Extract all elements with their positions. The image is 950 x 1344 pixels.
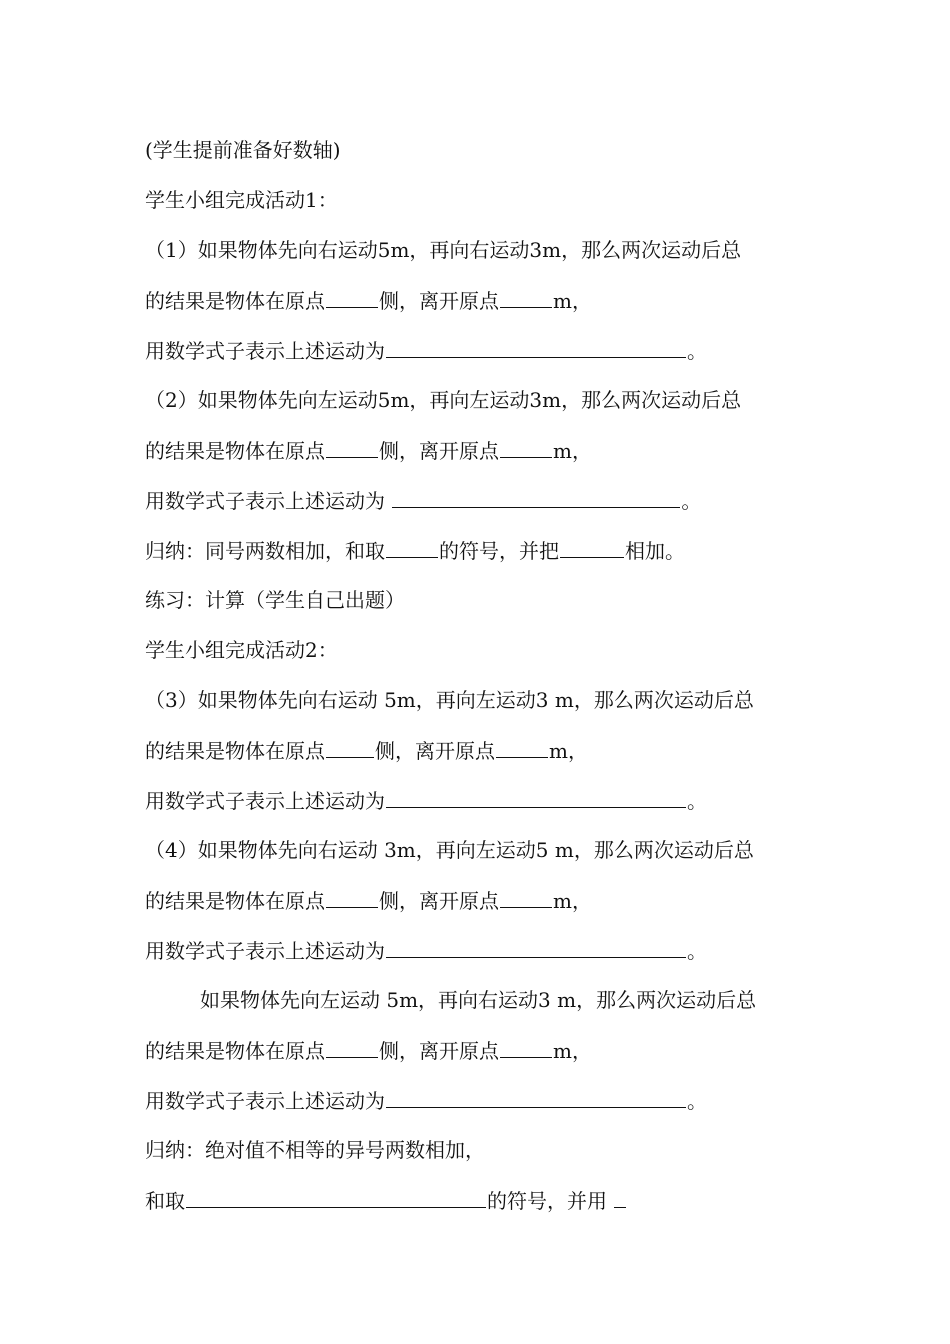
q4-line2 <box>145 887 592 914</box>
q2-period: 。 <box>681 489 702 513</box>
q5-line3 <box>145 1087 707 1114</box>
q1-unit: m， <box>553 289 592 313</box>
activity2-text: 学生小组完成活动2： <box>145 638 338 662</box>
q3-line2 <box>145 737 588 764</box>
q1-expression-blank[interactable] <box>386 337 686 358</box>
q3-side-blank[interactable] <box>326 737 374 758</box>
q4-text: （4）如果物体先向右运动 3m，再向左运动5 m，那么两次运动后总 <box>145 838 754 862</box>
q5-line1 <box>200 987 756 1013</box>
q2-text: （2）如果物体先向左运动5m，再向左运动3m，那么两次运动后总 <box>145 388 742 412</box>
q5-expression-blank[interactable] <box>386 1087 686 1108</box>
practice-line <box>145 587 405 613</box>
q3-pre: 的结果是物体在原点 <box>145 739 325 763</box>
summary2-line2 <box>145 1187 627 1214</box>
q4-expr-label: 用数学式子表示上述运动为 <box>145 939 385 963</box>
activity1-text: 学生小组完成活动1： <box>145 188 338 212</box>
q3-expression-blank[interactable] <box>386 787 686 808</box>
q2-side-blank[interactable] <box>326 437 378 458</box>
q4-unit: m， <box>553 889 592 913</box>
q4-expression-blank[interactable] <box>386 937 686 958</box>
q4-pre: 的结果是物体在原点 <box>145 889 325 913</box>
summary1-end: 相加。 <box>625 539 685 563</box>
summary1-sign-blank[interactable] <box>386 537 438 558</box>
summary1-add-blank[interactable] <box>560 537 624 558</box>
q5-text: 如果物体先向左运动 5m，再向右运动3 m，那么两次运动后总 <box>200 988 757 1012</box>
q2-line3 <box>145 487 701 514</box>
q1-line3 <box>145 337 707 364</box>
q2-line1 <box>145 387 741 413</box>
summary2-line <box>145 1137 485 1163</box>
summary1-line <box>145 537 685 564</box>
q1-expr-label: 用数学式子表示上述运动为 <box>145 339 385 363</box>
summary1-mid: 的符号，并把 <box>439 539 559 563</box>
q2-pre: 的结果是物体在原点 <box>145 439 325 463</box>
q3-mid: 侧，离开原点 <box>375 739 495 763</box>
q5-line2 <box>145 1037 592 1064</box>
q2-unit: m， <box>553 439 592 463</box>
activity2-heading <box>145 637 338 663</box>
q2-expr-label: 用数学式子表示上述运动为 <box>145 489 385 513</box>
summary2-pre: 和取 <box>145 1189 185 1213</box>
q4-mid: 侧，离开原点 <box>379 889 499 913</box>
q5-side-blank[interactable] <box>326 1037 378 1058</box>
q1-line2 <box>145 287 592 314</box>
note-text: (学生提前准备好数轴) <box>145 138 341 162</box>
q4-side-blank[interactable] <box>326 887 378 908</box>
q2-expression-blank[interactable] <box>392 487 680 508</box>
q5-expr-label: 用数学式子表示上述运动为 <box>145 1089 385 1113</box>
summary2-text: 归纳：绝对值不相等的异号两数相加， <box>145 1138 485 1162</box>
activity1-heading <box>145 187 338 213</box>
q4-line1 <box>145 837 754 863</box>
q3-period: 。 <box>687 789 707 813</box>
q4-distance-blank[interactable] <box>500 887 552 908</box>
note-line <box>145 137 341 163</box>
q3-line1 <box>145 687 754 713</box>
q4-period: 。 <box>687 939 707 963</box>
q5-unit: m， <box>553 1039 592 1063</box>
q2-distance-blank[interactable] <box>500 437 552 458</box>
q1-text: （1）如果物体先向右运动5m，再向右运动3m，那么两次运动后总 <box>145 238 742 262</box>
q4-line3 <box>145 937 707 964</box>
practice-text: 练习：计算（学生自己出题） <box>145 588 405 612</box>
q1-side-blank[interactable] <box>326 287 378 308</box>
q1-period: 。 <box>687 339 707 363</box>
q1-pre: 的结果是物体在原点 <box>145 289 325 313</box>
q3-line3 <box>145 787 707 814</box>
summary1-pre: 归纳：同号两数相加，和取 <box>145 539 385 563</box>
q1-mid: 侧，离开原点 <box>379 289 499 313</box>
summary2-sign-blank[interactable] <box>186 1187 486 1208</box>
summary2-mid: 的符号，并用 <box>487 1189 607 1213</box>
q3-unit: m， <box>549 739 588 763</box>
q3-text: （3）如果物体先向右运动 5m，再向左运动3 m，那么两次运动后总 <box>145 688 754 712</box>
q3-distance-blank[interactable] <box>496 737 548 758</box>
q5-period: 。 <box>687 1089 707 1113</box>
q1-distance-blank[interactable] <box>500 287 552 308</box>
q5-distance-blank[interactable] <box>500 1037 552 1058</box>
q1-line1 <box>145 237 741 263</box>
q2-line2 <box>145 437 592 464</box>
q3-expr-label: 用数学式子表示上述运动为 <box>145 789 385 813</box>
q5-mid: 侧，离开原点 <box>379 1039 499 1063</box>
q2-mid: 侧，离开原点 <box>379 439 499 463</box>
summary2-method-blank[interactable] <box>614 1187 626 1208</box>
q5-pre: 的结果是物体在原点 <box>145 1039 325 1063</box>
